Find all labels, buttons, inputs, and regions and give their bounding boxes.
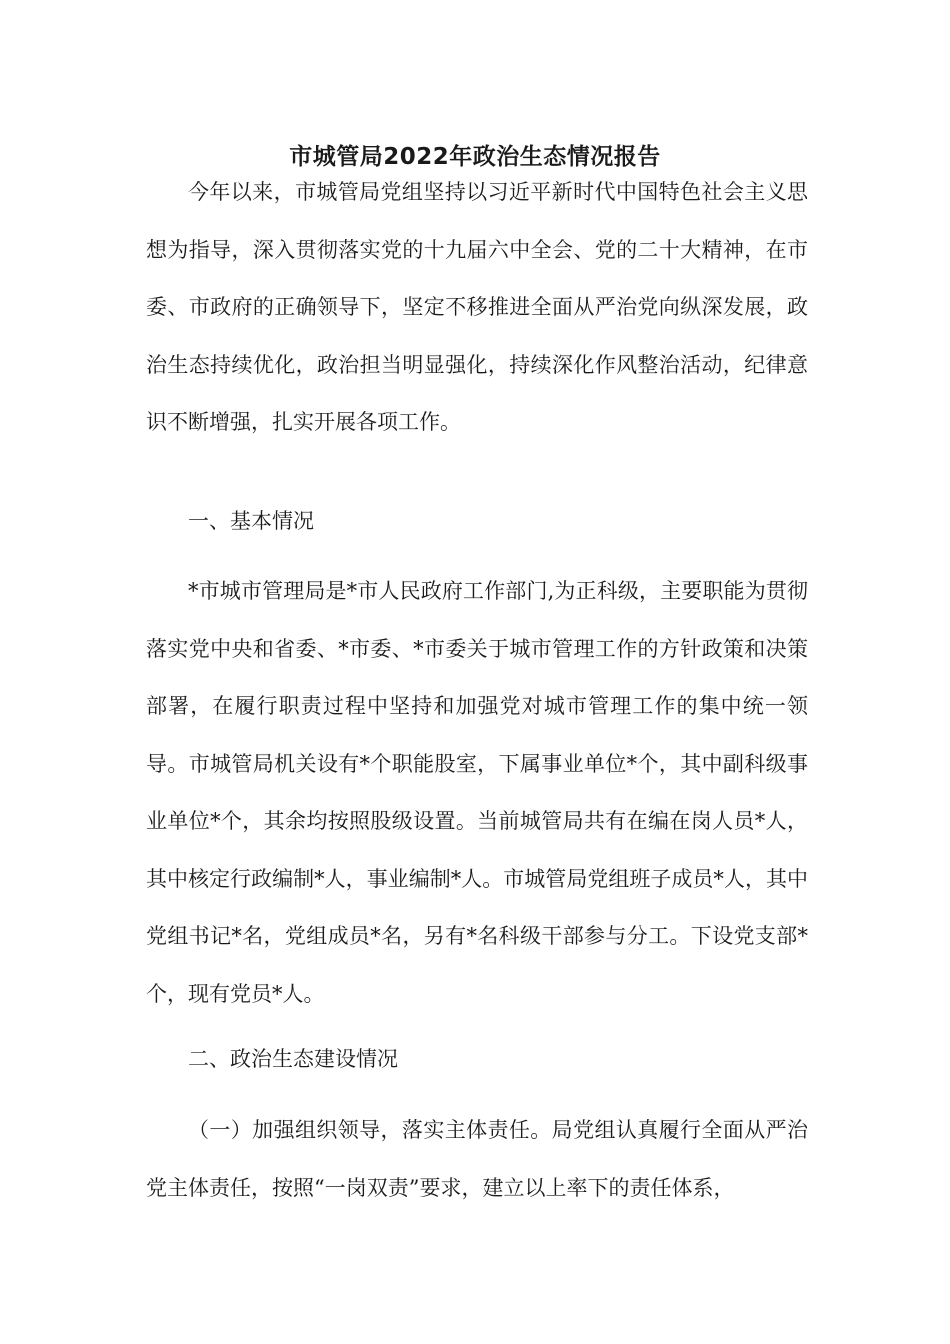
intro-paragraph: 今年以来，市城管局党组坚持以习近平新时代中国特色社会主义思想为指导，深入贯彻落实党的十九届六中全会、党的二十大精神，在市委、市政府的正确领导下，坚定不移推进全面从严治党向纵深发展，政治生态持续优化，政治担当明显强化，持续深化作风整治活动，纪律意识不断增强，扎实开展各项工作。 [146, 180, 808, 434]
organization-leadership-paragraph: （一）加强组织领导，落实主体责任。局党组认真履行全面从严治党主体责任，按照“一岗双责”要求，建立以上率下的责任体系， [146, 1118, 808, 1200]
section-heading-political-ecology: 二、政治生态建设情况 [188, 1047, 398, 1071]
basic-situation-paragraph: *市城市管理局是*市人民政府工作部门,为正科级，主要职能为贯彻落实党中央和省委、*市委、*市委关于城市管理工作的方针政策和决策部署，在履行职责过程中坚持和加强党对城市管理工作的集中统一领导。市城管局机关设有*个职能股室，下属事业单位*个，其中副科级事业单位*个，其余均按照股级设置。当前城管局共有在编在岗人员*人，其中核定行政编制*人，事业编制*人。市城管局党组班子成员*人，其中党组书记*名，党组成员*名，另有*名科级干部参与分工。下设党支部*个，现有党员*人。 [146, 579, 808, 1006]
section-heading-basic-situation: 一、基本情况 [188, 509, 314, 533]
document-title: 市城管局2022年政治生态情况报告 [289, 144, 661, 170]
